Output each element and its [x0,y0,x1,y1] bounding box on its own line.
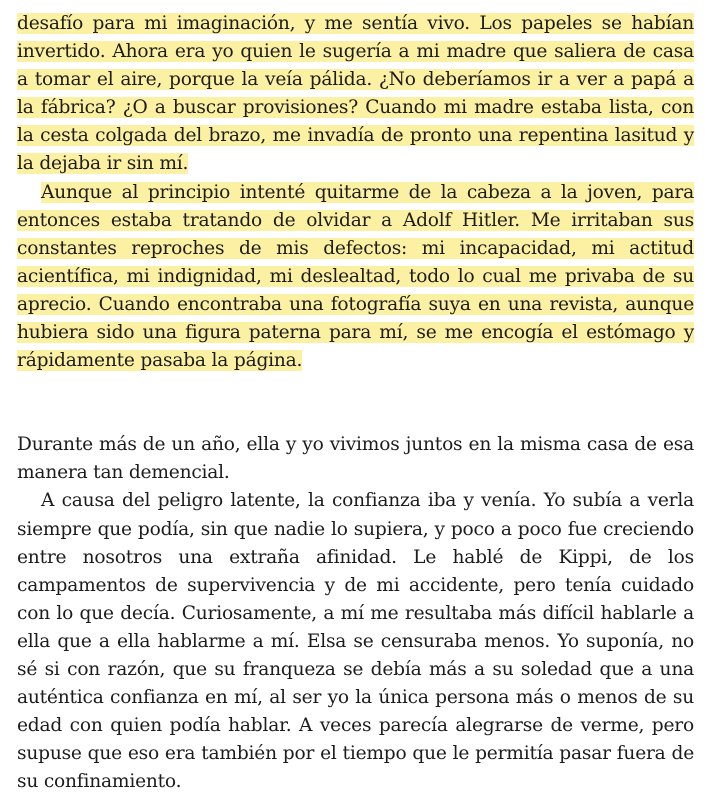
highlighted-text[interactable]: desafío para mi imaginación, y me sentía vivo. Los papeles se habían invertido. Ahora era yo quien le sugería a mi madre que saliera de casa a tomar el aire, porque la veía pálida. ¿No deberíamos ir a ver a papá a la fábrica? ¿O a buscar provisiones? Cuando mi madre estaba lista, con la cesta colgada del brazo, me invadía de pronto una repentina lasitud y la dejaba ir sin mí. [17,13,694,175]
book-page [17,10,694,796]
paragraph-2: A causa del peligro latente, la confianza iba y venía. Yo subía a verla siempre que podía, sin que nadie lo supiera, y poco a poco fue creciendo entre nosotros una extraña afinidad. Le hablé de Kippi, de los campamentos de supervivencia y de mi accidente, pero tenía cuidado con lo que decía. Curiosamente, a mí me resultaba más difícil hablarle a ella que a ella hablarme a mí. Elsa se censuraba menos. Yo suponía, no sé si con razón, que su franqueza se debía más a su soledad que a una auténtica confianza en mí, al ser yo la única persona más o menos de su edad con quien podía hablar. A veces parecía alegrarse de verme, pero supuse que eso era también por el tiempo que le permitía pasar fuera de su confinamiento. [17,490,694,793]
highlighted-text[interactable]: Aunque al principio intenté quitarme de la cabeza a la joven, para entonces estaba tratando de olvidar a Adolf Hitler. Me irritaban sus constantes reproches de mis defectos: mi incapacidad, mi actitud acientífica, mi indignidad, mi deslealtad, todo lo cual me privaba de su aprecio. Cuando encontraba una fotografía suya en una revista, aunque hubiera sido una figura paterna para mí, se me encogía el estómago y rápidamente pasaba la página. [17,181,694,372]
paragraph-1: Durante más de un año, ella y yo vivimos juntos en la misma casa de esa manera tan demencial. [17,434,694,484]
section-break [17,375,694,431]
paragraph-highlighted-2 [17,179,694,376]
paragraph-highlighted-1 [17,10,694,179]
